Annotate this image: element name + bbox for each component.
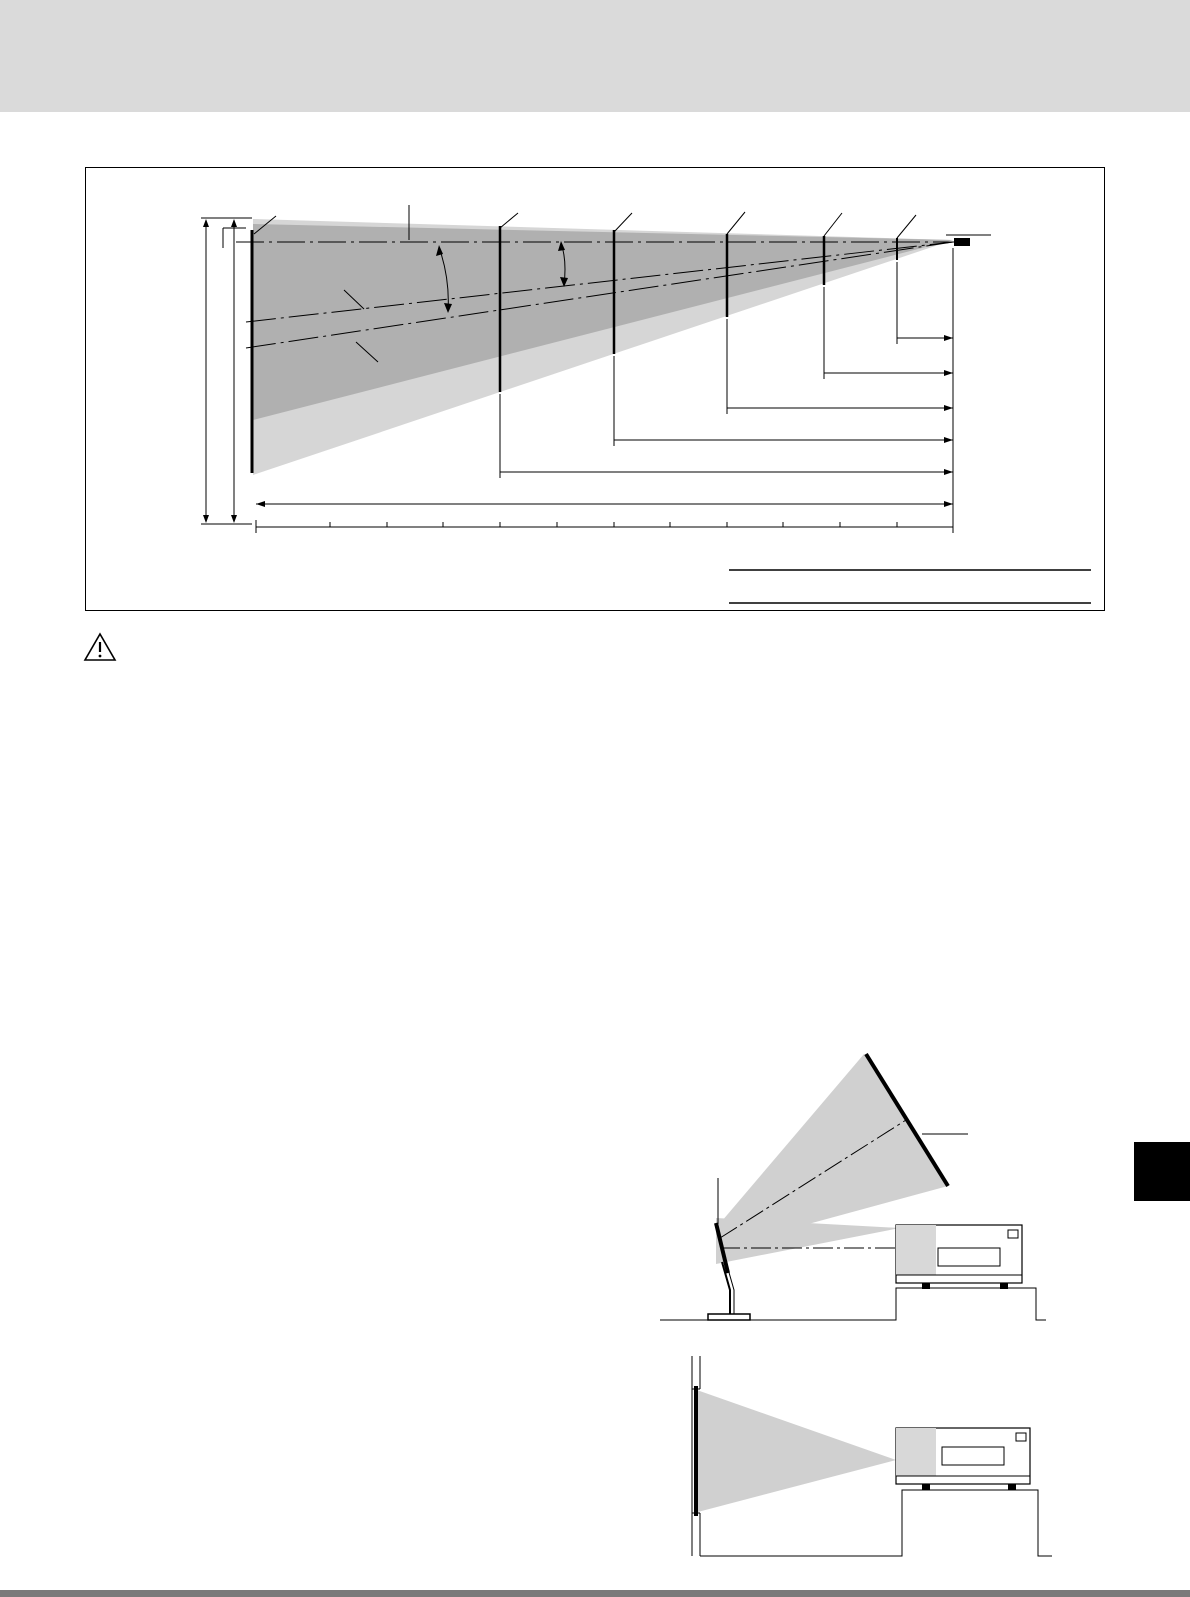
footer-bar [0, 1590, 1190, 1597]
warning-triangle-icon [83, 632, 117, 662]
header-band [0, 0, 1190, 112]
throw-distance-diagram [85, 167, 1105, 611]
section-tab [1134, 1142, 1190, 1201]
mirror-projection-illustration [660, 1048, 1060, 1326]
projector-icon [954, 238, 970, 246]
height-dimensions [201, 218, 252, 524]
throw-distance-svg [86, 168, 1106, 612]
direct-projection-illustration [660, 1356, 1060, 1562]
distance-scale [256, 520, 953, 533]
